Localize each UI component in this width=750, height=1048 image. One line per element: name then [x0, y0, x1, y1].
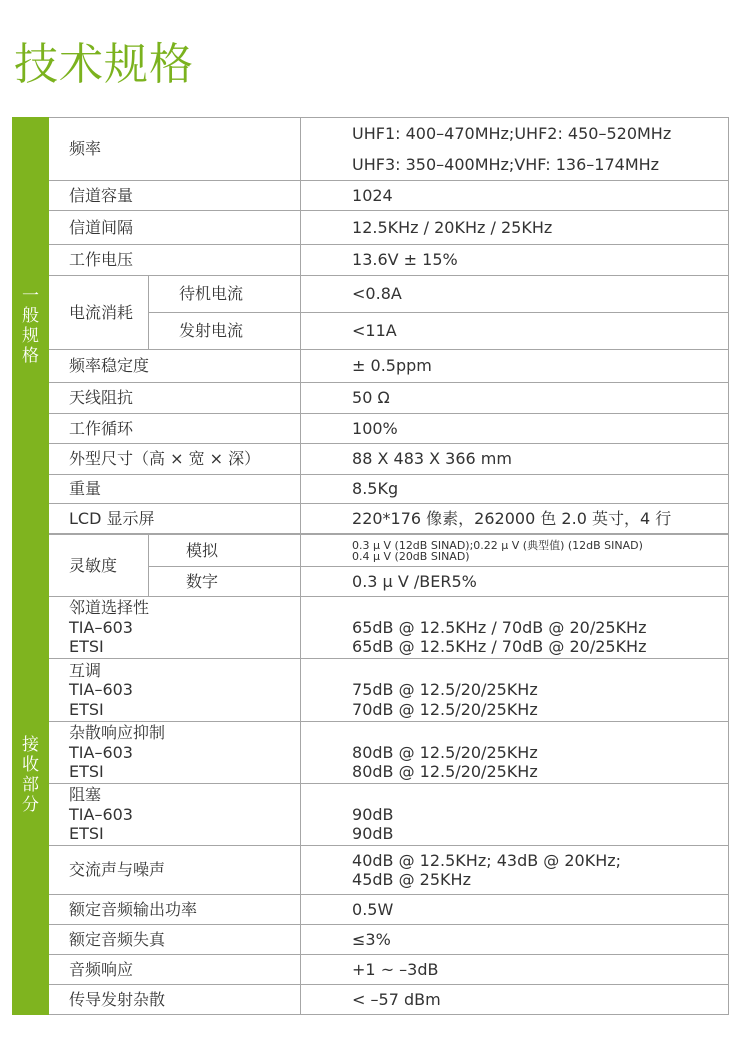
spec-label-line: TIA–603 [69, 804, 133, 824]
spec-label: 信道容量 [49, 181, 301, 211]
table-row [13, 211, 729, 245]
table-row [13, 784, 729, 846]
spec-label: 额定音频输出功率 [49, 895, 301, 925]
spec-label: 频率稳定度 [49, 350, 301, 383]
table-row [13, 504, 729, 534]
spec-value [301, 535, 729, 567]
spec-label-line: TIA–603 [69, 680, 133, 700]
spec-value-line: 0.4 μ V (20dB SINAD) [352, 549, 470, 563]
spec-label: 传导发射杂散 [49, 985, 301, 1015]
spec-value [301, 659, 729, 722]
table-row [13, 276, 729, 313]
spec-label-line: 互调 [69, 660, 102, 680]
spec-value-line: 65dB @ 12.5KHz / 70dB @ 20/25KHz [352, 617, 647, 637]
table-row [13, 535, 729, 567]
spec-value: 0.3 μ V /BER5% [301, 567, 729, 597]
spec-value: <11A [301, 313, 729, 350]
spec-value-line: 80dB @ 12.5/20/25KHz [352, 742, 538, 762]
spec-label: LCD 显示屏 [49, 504, 301, 534]
spec-value: 100% [301, 414, 729, 444]
spec-value-line: 65dB @ 12.5KHz / 70dB @ 20/25KHz [352, 637, 647, 657]
spec-value [301, 597, 729, 659]
spec-label-line: 邻道选择性 [69, 598, 150, 618]
spec-table [12, 117, 729, 1015]
spec-label: 工作电压 [49, 245, 301, 276]
table-row [13, 444, 729, 475]
spec-value: 13.6V ± 15% [301, 245, 729, 276]
spec-label [49, 597, 301, 659]
spec-label: 重量 [49, 475, 301, 504]
spec-value [301, 722, 729, 784]
table-row [13, 985, 729, 1015]
spec-value-line: 75dB @ 12.5/20/25KHz [352, 680, 538, 700]
spec-label-line: ETSI [69, 637, 104, 657]
spec-label: 天线阻抗 [49, 383, 301, 414]
spec-label: 电流消耗 [49, 276, 149, 350]
table-row [13, 475, 729, 504]
spec-label: 外型尺寸（高 × 宽 × 深） [49, 444, 301, 475]
spec-value: 220*176 像素，262000 色 2.0 英寸，4 行 [301, 504, 729, 534]
table-row [13, 659, 729, 722]
spec-value-line: UHF1: 400–470MHz;UHF2: 450–520MHz [352, 124, 672, 143]
spec-value: 88 X 483 X 366 mm [301, 444, 729, 475]
spec-value: 12.5KHz / 20KHz / 25KHz [301, 211, 729, 245]
spec-label-line: TIA–603 [69, 742, 133, 762]
spec-sublabel: 待机电流 [149, 276, 301, 313]
spec-label-line: ETSI [69, 824, 104, 844]
spec-value [301, 118, 729, 181]
spec-value-line: 80dB @ 12.5/20/25KHz [352, 762, 538, 782]
spec-value: ± 0.5ppm [301, 350, 729, 383]
table-row [13, 955, 729, 985]
spec-value: 1024 [301, 181, 729, 211]
group-label-receive: 接收部分 [13, 535, 49, 1015]
table-row [13, 350, 729, 383]
spec-label: 信道间隔 [49, 211, 301, 245]
table-row [13, 118, 729, 181]
spec-label: 交流声与噪声 [49, 846, 301, 895]
table-row [13, 895, 729, 925]
spec-value: ≤3% [301, 925, 729, 955]
spec-label [49, 659, 301, 722]
spec-value-line: 40dB @ 12.5KHz; 43dB @ 20KHz; [352, 850, 622, 870]
spec-value: <0.8A [301, 276, 729, 313]
spec-label [49, 784, 301, 846]
spec-value-line: 45dB @ 25KHz [352, 870, 471, 889]
spec-label-line: 杂散响应抑制 [69, 723, 166, 743]
table-row [13, 846, 729, 895]
spec-label [49, 722, 301, 784]
table-row [13, 722, 729, 784]
table-row [13, 414, 729, 444]
table-row [13, 245, 729, 276]
spec-label: 额定音频失真 [49, 925, 301, 955]
spec-label: 工作循环 [49, 414, 301, 444]
spec-value [301, 846, 729, 895]
table-row [13, 181, 729, 211]
spec-label-line: ETSI [69, 699, 104, 719]
spec-label-line: 阻塞 [69, 785, 102, 805]
spec-value [301, 784, 729, 846]
spec-value-line: 70dB @ 12.5/20/25KHz [352, 699, 538, 719]
spec-label: 频率 [49, 118, 301, 181]
spec-sublabel: 数字 [149, 567, 301, 597]
spec-label-line: ETSI [69, 762, 104, 782]
spec-label-line: TIA–603 [69, 617, 133, 637]
group-label-general: 一般规格 [13, 118, 49, 535]
spec-value-line: 90dB [352, 824, 394, 844]
spec-value-line: UHF3: 350–400MHz;VHF: 136–174MHz [352, 155, 660, 174]
spec-value: +1 ~ –3dB [301, 955, 729, 985]
spec-value-line: 0.3 μ V (12dB SINAD);0.22 μ V (典型值) (12dB SINAD) [352, 538, 643, 552]
spec-label: 音频响应 [49, 955, 301, 985]
spec-value: 8.5Kg [301, 475, 729, 504]
page-title: 技术规格 [14, 39, 194, 90]
spec-sublabel: 发射电流 [149, 313, 301, 350]
table-row [13, 925, 729, 955]
table-row [13, 597, 729, 659]
spec-label: 灵敏度 [49, 535, 149, 597]
spec-value: 50 Ω [301, 383, 729, 414]
table-row [13, 383, 729, 414]
spec-value: 0.5W [301, 895, 729, 925]
spec-sublabel: 模拟 [149, 535, 301, 567]
spec-value-line: 90dB [352, 804, 394, 824]
spec-value: < –57 dBm [301, 985, 729, 1015]
